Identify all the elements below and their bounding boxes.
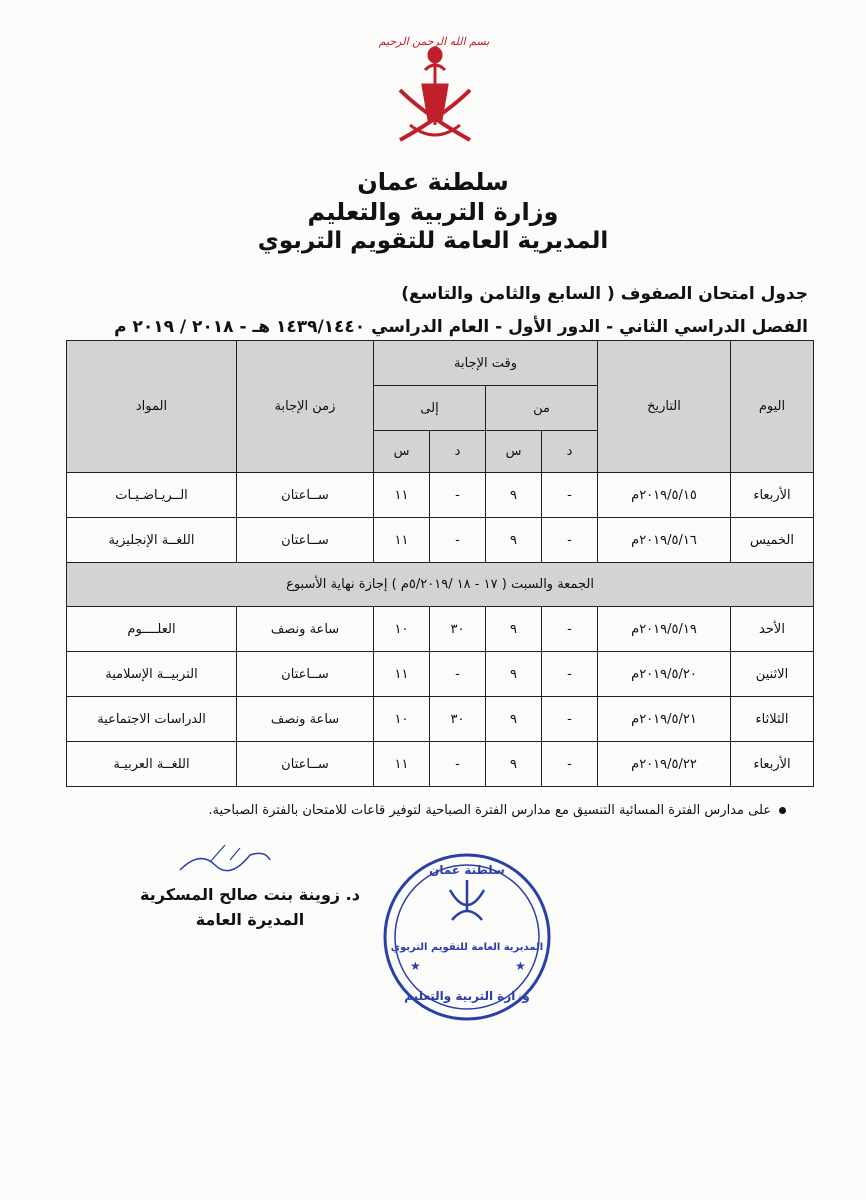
cell-from-hour: ٩ bbox=[486, 697, 542, 742]
cell-to-minute: ٣٠ bbox=[430, 607, 486, 652]
cell-from-hour: ٩ bbox=[486, 652, 542, 697]
cell-from-minute: - bbox=[542, 607, 598, 652]
cell-from-minute: - bbox=[542, 518, 598, 563]
cell-date: ٢٠١٩/٥/٢٠م bbox=[598, 652, 731, 697]
exam-schedule-table bbox=[66, 340, 814, 787]
footnote-text: على مدارس الفترة المسائية التنسيق مع مدارس الفترة الصباحية لتوفير قاعات للامتحان بالفترة الصباحية. bbox=[208, 803, 771, 818]
header-subject: المواد bbox=[67, 341, 237, 473]
cell-date: ٢٠١٩/٥/١٦م bbox=[598, 518, 731, 563]
cell-day: الأحد bbox=[731, 607, 814, 652]
cell-to-hour: ١١ bbox=[374, 652, 430, 697]
cell-subject: اللغــة الإنجليزية bbox=[67, 518, 237, 563]
schedule-title: جدول امتحان الصفوف ( السابع والثامن والتاسع) bbox=[401, 284, 808, 304]
cell-subject: الدراسات الاجتماعية bbox=[67, 697, 237, 742]
header-from: من bbox=[486, 386, 598, 431]
header-day: اليوم bbox=[731, 341, 814, 473]
weekend-note: الجمعة والسبت ( ١٧ - ١٨ /٥/٢٠١٩م ) إجازة نهاية الأسبوع bbox=[67, 563, 814, 607]
cell-from-minute: - bbox=[542, 652, 598, 697]
header-line-2: وزارة التربية والتعليم bbox=[307, 198, 559, 226]
header-to-minute: د bbox=[430, 431, 486, 473]
header-from-hour: س bbox=[486, 431, 542, 473]
cell-to-minute: - bbox=[430, 742, 486, 787]
svg-text:المديرية العامة للتقويم التربو: المديرية العامة للتقويم التربوي bbox=[390, 942, 544, 953]
footnote bbox=[60, 803, 786, 818]
basmala-text: بسم الله الرحمن الرحيم bbox=[378, 35, 490, 48]
cell-duration: ســاعتان bbox=[237, 473, 374, 518]
handwritten-signature-icon bbox=[170, 840, 280, 880]
svg-text:وزارة التربية والتعليم: وزارة التربية والتعليم bbox=[404, 989, 530, 1003]
header-to: إلى bbox=[374, 386, 486, 431]
cell-from-hour: ٩ bbox=[486, 518, 542, 563]
cell-to-hour: ١١ bbox=[374, 518, 430, 563]
cell-to-hour: ١٠ bbox=[374, 697, 430, 742]
cell-date: ٢٠١٩/٥/١٩م bbox=[598, 607, 731, 652]
cell-date: ٢٠١٩/٥/٢٢م bbox=[598, 742, 731, 787]
table-row bbox=[67, 607, 814, 652]
table-row bbox=[67, 697, 814, 742]
signatory-name: د. زوينة بنت صالح المسكرية bbox=[140, 885, 360, 904]
weekend-row bbox=[67, 563, 814, 607]
cell-to-minute: ٣٠ bbox=[430, 697, 486, 742]
cell-duration: ســاعتان bbox=[237, 652, 374, 697]
cell-to-hour: ١٠ bbox=[374, 607, 430, 652]
cell-to-minute: - bbox=[430, 518, 486, 563]
header-answer-time: وقت الإجابة bbox=[374, 341, 598, 386]
cell-date: ٢٠١٩/٥/٢١م bbox=[598, 697, 731, 742]
header-date: التاريخ bbox=[598, 341, 731, 473]
cell-day: الخميس bbox=[731, 518, 814, 563]
cell-from-hour: ٩ bbox=[486, 607, 542, 652]
table-row bbox=[67, 652, 814, 697]
svg-text:سلطنة عمان: سلطنة عمان bbox=[429, 863, 505, 877]
table-row bbox=[67, 742, 814, 787]
cell-to-hour: ١١ bbox=[374, 742, 430, 787]
cell-duration: ســاعتان bbox=[237, 518, 374, 563]
cell-from-hour: ٩ bbox=[486, 742, 542, 787]
oman-emblem-icon bbox=[385, 30, 485, 155]
svg-text:★: ★ bbox=[410, 959, 421, 973]
official-stamp-icon bbox=[380, 850, 555, 1025]
header-to-hour: س bbox=[374, 431, 430, 473]
cell-day: الأربعاء bbox=[731, 473, 814, 518]
cell-day: الثلاثاء bbox=[731, 697, 814, 742]
cell-from-hour: ٩ bbox=[486, 473, 542, 518]
header-line-3: المديرية العامة للتقويم التربوي bbox=[257, 228, 609, 254]
cell-subject: الــريـاضـيـات bbox=[67, 473, 237, 518]
cell-from-minute: - bbox=[542, 473, 598, 518]
cell-subject: العلــــوم bbox=[67, 607, 237, 652]
table-row bbox=[67, 518, 814, 563]
header-line-1: سلطنة عمان bbox=[357, 168, 509, 196]
cell-duration: ساعة ونصف bbox=[237, 697, 374, 742]
cell-subject: اللغــة العربيـة bbox=[67, 742, 237, 787]
cell-from-minute: - bbox=[542, 742, 598, 787]
cell-from-minute: - bbox=[542, 697, 598, 742]
cell-subject: التربيــة الإسلامية bbox=[67, 652, 237, 697]
signatory-title: المديرة العامة bbox=[195, 910, 305, 929]
header-from-minute: د bbox=[542, 431, 598, 473]
bullet-icon bbox=[779, 807, 786, 814]
cell-to-minute: - bbox=[430, 652, 486, 697]
svg-text:★: ★ bbox=[515, 959, 526, 973]
cell-to-minute: - bbox=[430, 473, 486, 518]
header-duration: زمن الإجابة bbox=[237, 341, 374, 473]
table-row bbox=[67, 473, 814, 518]
schedule-subtitle: الفصل الدراسي الثاني - الدور الأول - العام الدراسي ١٤٣٩/١٤٤٠ هـ - ٢٠١٨ / ٢٠١٩ م bbox=[114, 317, 808, 337]
cell-duration: ساعة ونصف bbox=[237, 607, 374, 652]
cell-to-hour: ١١ bbox=[374, 473, 430, 518]
cell-day: الاثنين bbox=[731, 652, 814, 697]
cell-day: الأربعاء bbox=[731, 742, 814, 787]
cell-date: ٢٠١٩/٥/١٥م bbox=[598, 473, 731, 518]
cell-duration: ســاعتان bbox=[237, 742, 374, 787]
